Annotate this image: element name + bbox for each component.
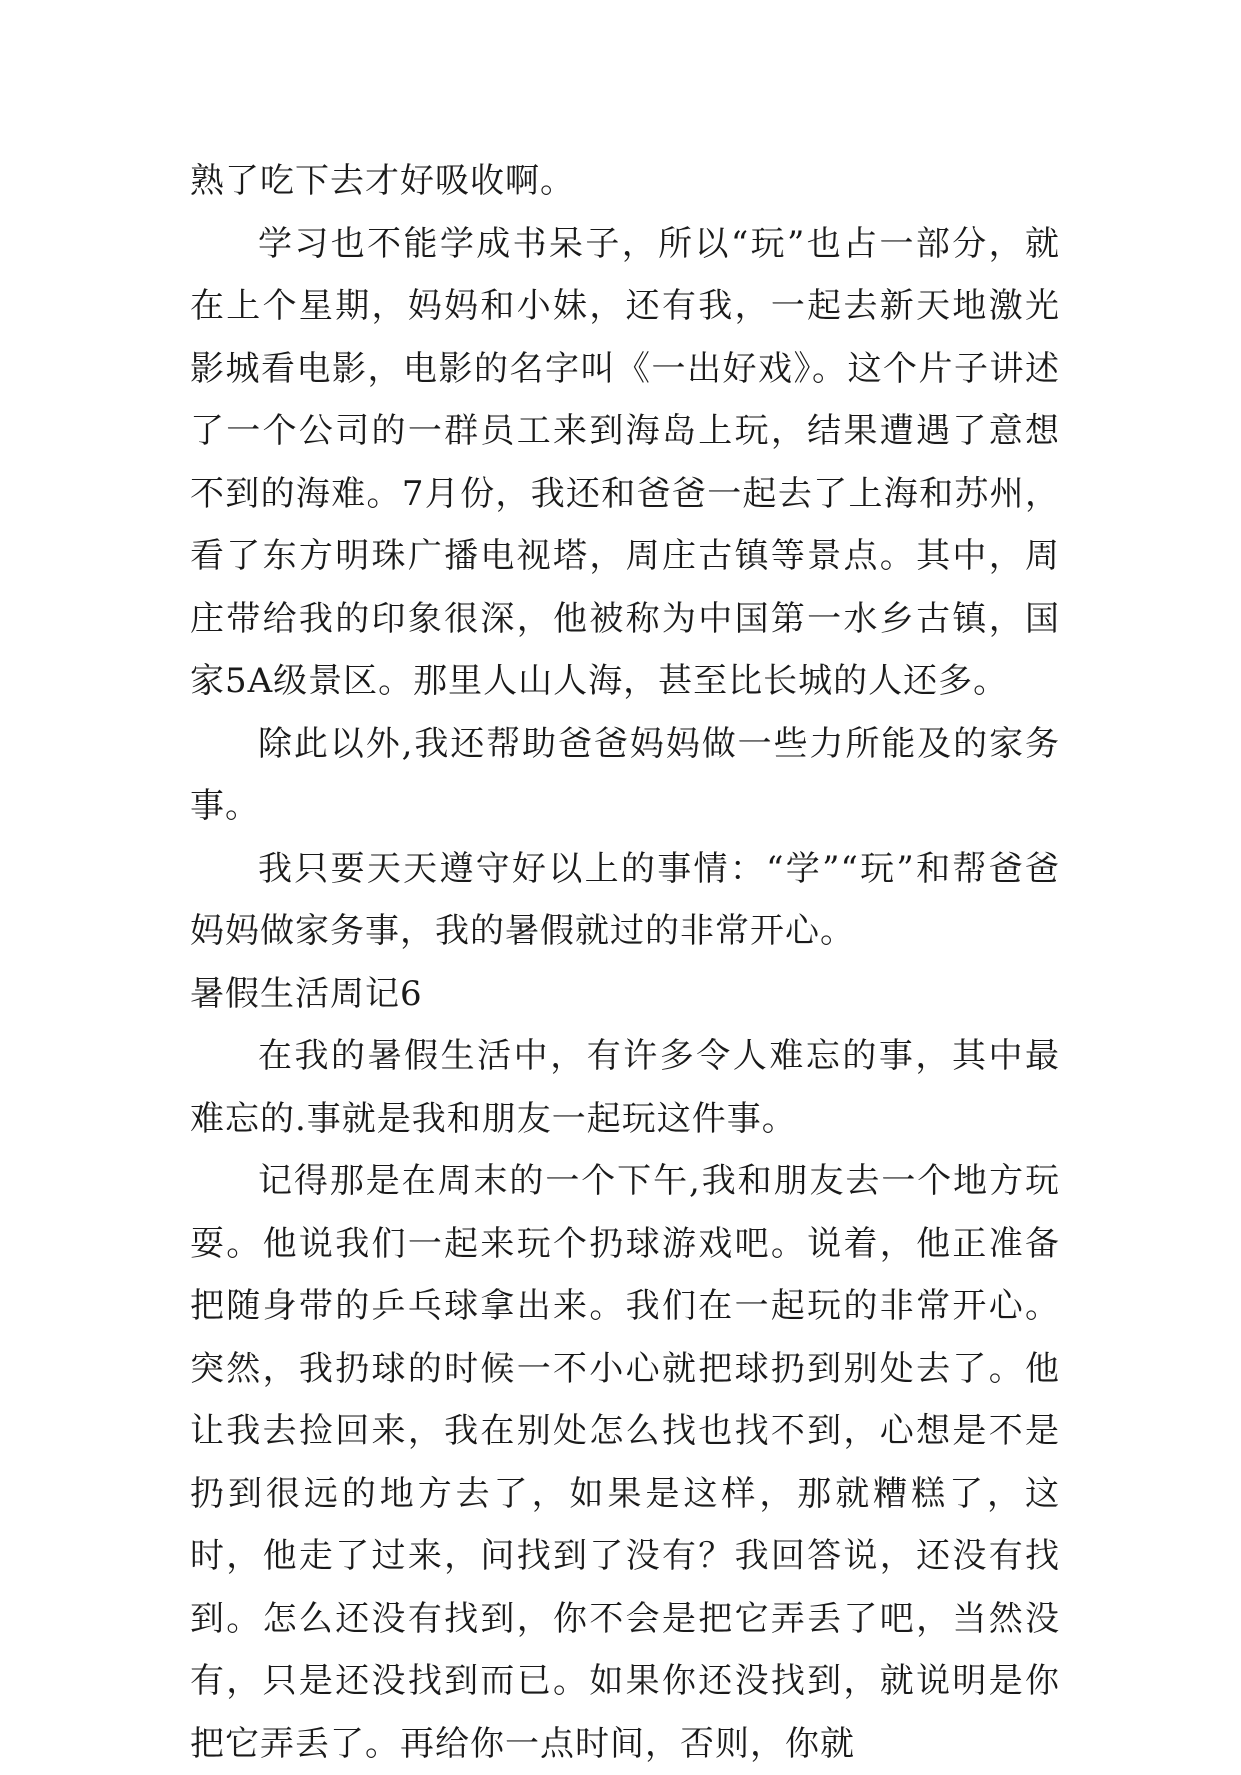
paragraph: 熟了吃下去才好吸收啊。 bbox=[190, 161, 575, 201]
paragraph: 我只要天天遵守好以上的事情：“学”“玩”和帮爸爸妈妈做家务事，我的暑假就过的非常开心。 bbox=[190, 848, 1060, 951]
paragraph: 学习也不能学成书呆子，所以“玩”也占一部分，就在上个星期，妈妈和小妹，还有我，一起去新天地激光影城看电影，电影的名字叫《一出好戏》。这个片子讲述了一个公司的一群员工来到海岛上玩，结果遭遇了意想不到的海难。7月份，我还和爸爸一起去了上海和苏州，看了东方明珠广播电视塔，周庄古镇等景点。其中，周庄带给我的印象很深，他被称为中国第一水乡古镇，国家5A级景区。那里人山人海，甚至比长城的人还多。 bbox=[190, 223, 1060, 701]
paragraph: 在我的暑假生活中，有许多令人难忘的事，其中最难忘的.事就是我和朋友一起玩这件事。 bbox=[190, 1036, 1060, 1139]
section-title: 暑假生活周记6 bbox=[190, 973, 423, 1014]
document-body bbox=[190, 150, 1060, 1775]
paragraph: 记得那是在周末的一个下午,我和朋友去一个地方玩耍。他说我们一起来玩个扔球游戏吧。说着，他正准备把随身带的乒乓球拿出来。我们在一起玩的非常开心。突然，我扔球的时候一不小心就把球扔到别处去了。他让我去捡回来，我在别处怎么找也找不到，心想是不是扔到很远的地方去了，如果是这样，那就糟糕了，这时，他走了过来，问找到了没有？我回答说，还没有找到。怎么还没有找到，你不会是把它弄丢了吧，当然没有，只是还没找到而已。如果你还没找到，就说明是你把它弄丢了。再给你一点时间，否则，你就 bbox=[190, 1161, 1060, 1764]
paragraph: 除此以外,我还帮助爸爸妈妈做一些力所能及的家务事。 bbox=[190, 723, 1060, 826]
